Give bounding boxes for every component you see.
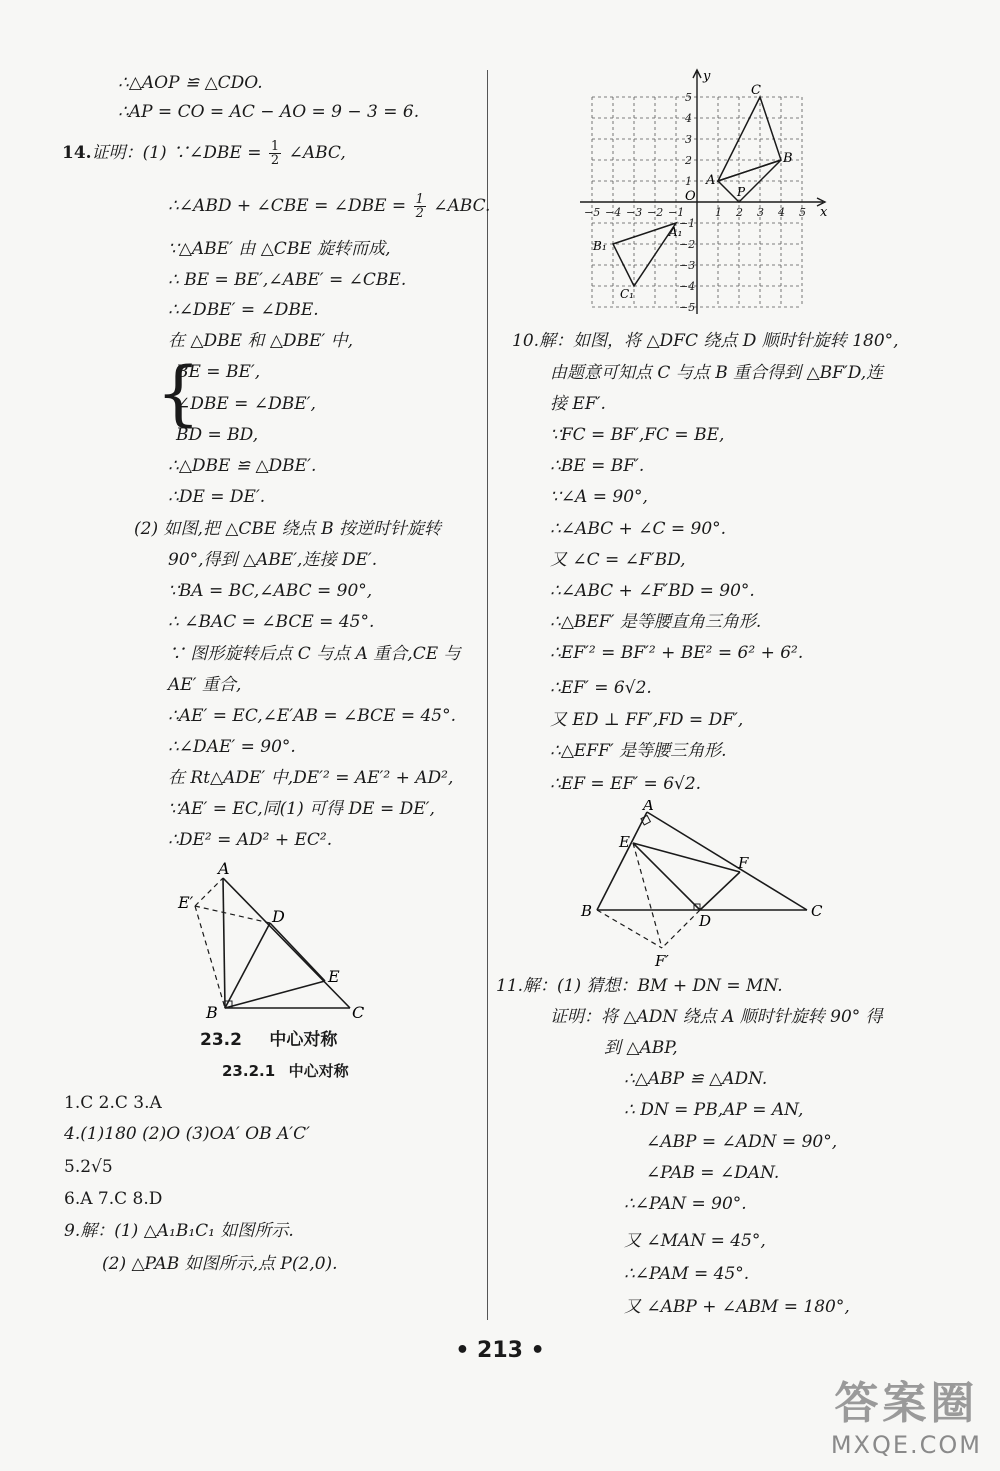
label-A: A [643,800,654,814]
label-C: C [811,902,823,920]
section-heading [200,1029,337,1051]
text: ∠ABC, [288,143,346,163]
x-tick-label: 3 [757,206,764,219]
label-E-prime: E′ [178,893,194,912]
x-tick-label: −5 [584,206,601,219]
text-line: ∴△ABP ≌ △ADN. [624,1069,768,1089]
text-line: AE′ 重合, [168,675,242,695]
x-tick-label: 4 [778,206,785,219]
text: ∴∠ABD + ∠CBE = ∠DBE = [168,196,407,216]
brace: { [156,352,201,434]
point-A: A [706,173,716,188]
point-B: B [783,151,793,166]
text-line: 11.解：(1) 猜想：BM + DN = MN. [496,976,783,996]
text-line: ∴△AOP ≌ △CDO. [118,73,263,93]
text-line: 又 ∠C = ∠F′BD, [550,550,686,570]
text-line: ∵ 图形旋转后点 C 与点 A 重合,CE 与 [168,644,461,664]
text: ∠ABC. [433,196,491,216]
x-tick-label: −2 [647,206,664,219]
section-number: 23.2 [200,1030,242,1050]
text-line: ∴AE′ = EC,∠E′AB = ∠BCE = 45°. [168,706,457,726]
text-line: ∵AE′ = EC,同(1) 可得 DE = DE′, [168,799,435,819]
label-E: E [328,967,340,986]
y-tick-label: 5 [685,91,692,104]
point-B1: B₁ [593,239,607,253]
text-line: ∴DE = DE′. [168,487,266,507]
x-tick-label: −1 [668,206,685,219]
system-eq-1: BE = BE′, [176,362,261,382]
section-title: 中心对称 [269,1030,338,1050]
point-C1: C₁ [620,287,634,301]
label-E: E [619,833,630,851]
text-line: ∠PAB = ∠DAN. [646,1163,780,1183]
problem-14-line [62,140,346,167]
text-line: ∵△ABE′ 由 △CBE 旋转而成, [168,239,391,259]
watermark [831,1367,982,1459]
x-axis-label: x [820,205,828,220]
answer-line: 9.解：(1) △A₁B₁C₁ 如图所示. [64,1221,294,1241]
y-tick-label: 2 [685,154,692,167]
text-line: 又 ED ⊥ FF′,FD = DF′, [550,710,744,730]
fraction-den: 2 [415,206,424,221]
fraction-num: 1 [270,139,280,154]
watermark-logo: 答案圈 [834,1378,979,1429]
text-line: ∴AP = CO = AC − AO = 9 − 3 = 6. [118,102,420,122]
text-line: ∴ ∠BAC = ∠BCE = 45°. [168,612,375,632]
label-F: F [738,854,749,872]
text-line: ∴∠DBE′ = ∠DBE. [168,300,319,320]
x-tick-label: −3 [626,206,643,219]
column-divider [487,70,488,1320]
system-eq-2: ∠DBE = ∠DBE′, [176,394,316,414]
text: 证明：(1) ∵∠DBE = [91,143,262,163]
y-tick-label: −5 [679,301,696,314]
answer-line: 6.A 7.C 8.D [64,1189,163,1209]
text-line: ∴EF′² = BF′² + BE² = 6² + 6². [550,643,804,663]
label-F-prime: F′ [655,952,669,970]
text-line: 又 ∠ABP + ∠ABM = 180°, [624,1297,850,1317]
text-line: 又 ∠MAN = 45°, [624,1231,766,1251]
answer-line: 1.C 2.C 3.A [64,1093,162,1113]
text-line: ∴∠DAE′ = 90°. [168,737,296,757]
text-line: 到 △ABP, [604,1038,678,1058]
y-tick-label: −3 [679,259,696,272]
text-line: 证明：将 △ADN 绕点 A 顺时针旋转 90° 得 [550,1007,883,1027]
text-line: ∴EF′ = 6√2. [550,678,652,698]
fraction [414,193,426,220]
fraction-den: 2 [270,153,280,168]
text-line: ∵∠A = 90°, [550,487,648,507]
point-A1: A₁ [669,225,683,239]
triangle-figure [575,800,835,970]
text-line: ∴BE = BF′. [550,456,645,476]
y-tick-label: 4 [685,112,692,125]
answer-line: 5.2√5 [64,1157,113,1177]
y-tick-label: −4 [679,280,696,293]
fraction-num: 1 [415,192,424,207]
text-line: ∴∠ABC + ∠C = 90°. [550,519,727,539]
text-line: ∴ BE = BE′,∠ABE′ = ∠CBE. [168,270,407,290]
fraction [269,140,281,167]
text-line: 90°,得到 △ABE′,连接 DE′. [168,550,378,570]
rotation-figure [170,858,370,1020]
text-line: ∴∠PAN = 90°. [624,1194,747,1214]
subsection-number: 23.2.1 [222,1062,276,1080]
text-line: ∵BA = BC,∠ABC = 90°, [168,581,373,601]
text-line: 由题意可知点 C 与点 B 重合得到 △BF′D,连 [550,363,884,383]
watermark-url: MXQE.COM [830,1431,982,1459]
y-tick-label: 1 [685,175,692,188]
text-line: ∴ DN = PB,AP = AN, [624,1100,804,1120]
point-P: P [737,185,746,199]
text-line: ∴△BEF′ 是等腰直角三角形. [550,612,762,632]
point-C: C [751,83,761,98]
label-D: D [699,912,712,930]
x-tick-label: −4 [605,206,622,219]
text-line [168,193,490,220]
answer-line: 4.(1)180 (2)O (3)OA′ OB A′C′ [64,1124,310,1144]
x-tick-label: 1 [715,206,722,219]
origin-label: O [685,189,696,204]
problem-number: 14. [62,143,92,163]
label-C: C [352,1003,365,1020]
y-axis-label: y [703,69,711,84]
label-B: B [206,1003,218,1020]
text-line: ∵FC = BF′,FC = BE, [550,425,725,445]
x-tick-label: 2 [736,206,743,219]
text-line: 在 Rt△ADE′ 中,DE′² = AE′² + AD², [168,768,454,788]
coordinate-grid-figure [575,66,835,318]
label-A: A [218,859,230,878]
text-line: ∴∠PAM = 45°. [624,1264,750,1284]
y-tick-label: −2 [679,238,696,251]
y-tick-label: −1 [679,217,696,230]
text-line: ∴EF = EF′ = 6√2. [550,774,702,794]
subsection-heading [222,1060,349,1082]
y-tick-label: 3 [685,133,692,146]
text-line: ∴DE² = AD² + EC². [168,830,333,850]
text-line: (2) 如图,把 △CBE 绕点 B 按逆时针旋转 [134,519,441,539]
text-line: 在 △DBE 和 △DBE′ 中, [168,331,354,351]
page-number: • 213 • [455,1338,545,1363]
system-eq-3: BD = BD, [176,425,259,445]
answer-line: (2) △PAB 如图所示,点 P(2,0). [102,1254,338,1274]
text-line: ∠ABP = ∠ADN = 90°, [646,1132,838,1152]
label-B: B [581,902,593,920]
text-line: ∴△EFF′ 是等腰三角形. [550,741,727,761]
x-tick-label: 5 [799,206,806,219]
label-D: D [272,907,285,926]
subsection-title: 中心对称 [288,1062,349,1080]
text-line: 接 EF′. [550,394,606,414]
text-line: ∴△DBE ≌ △DBE′. [168,456,317,476]
text-line: ∴∠ABC + ∠F′BD = 90°. [550,581,755,601]
text-line: 10.解：如图，将 △DFC 绕点 D 顺时针旋转 180°, [512,331,899,351]
